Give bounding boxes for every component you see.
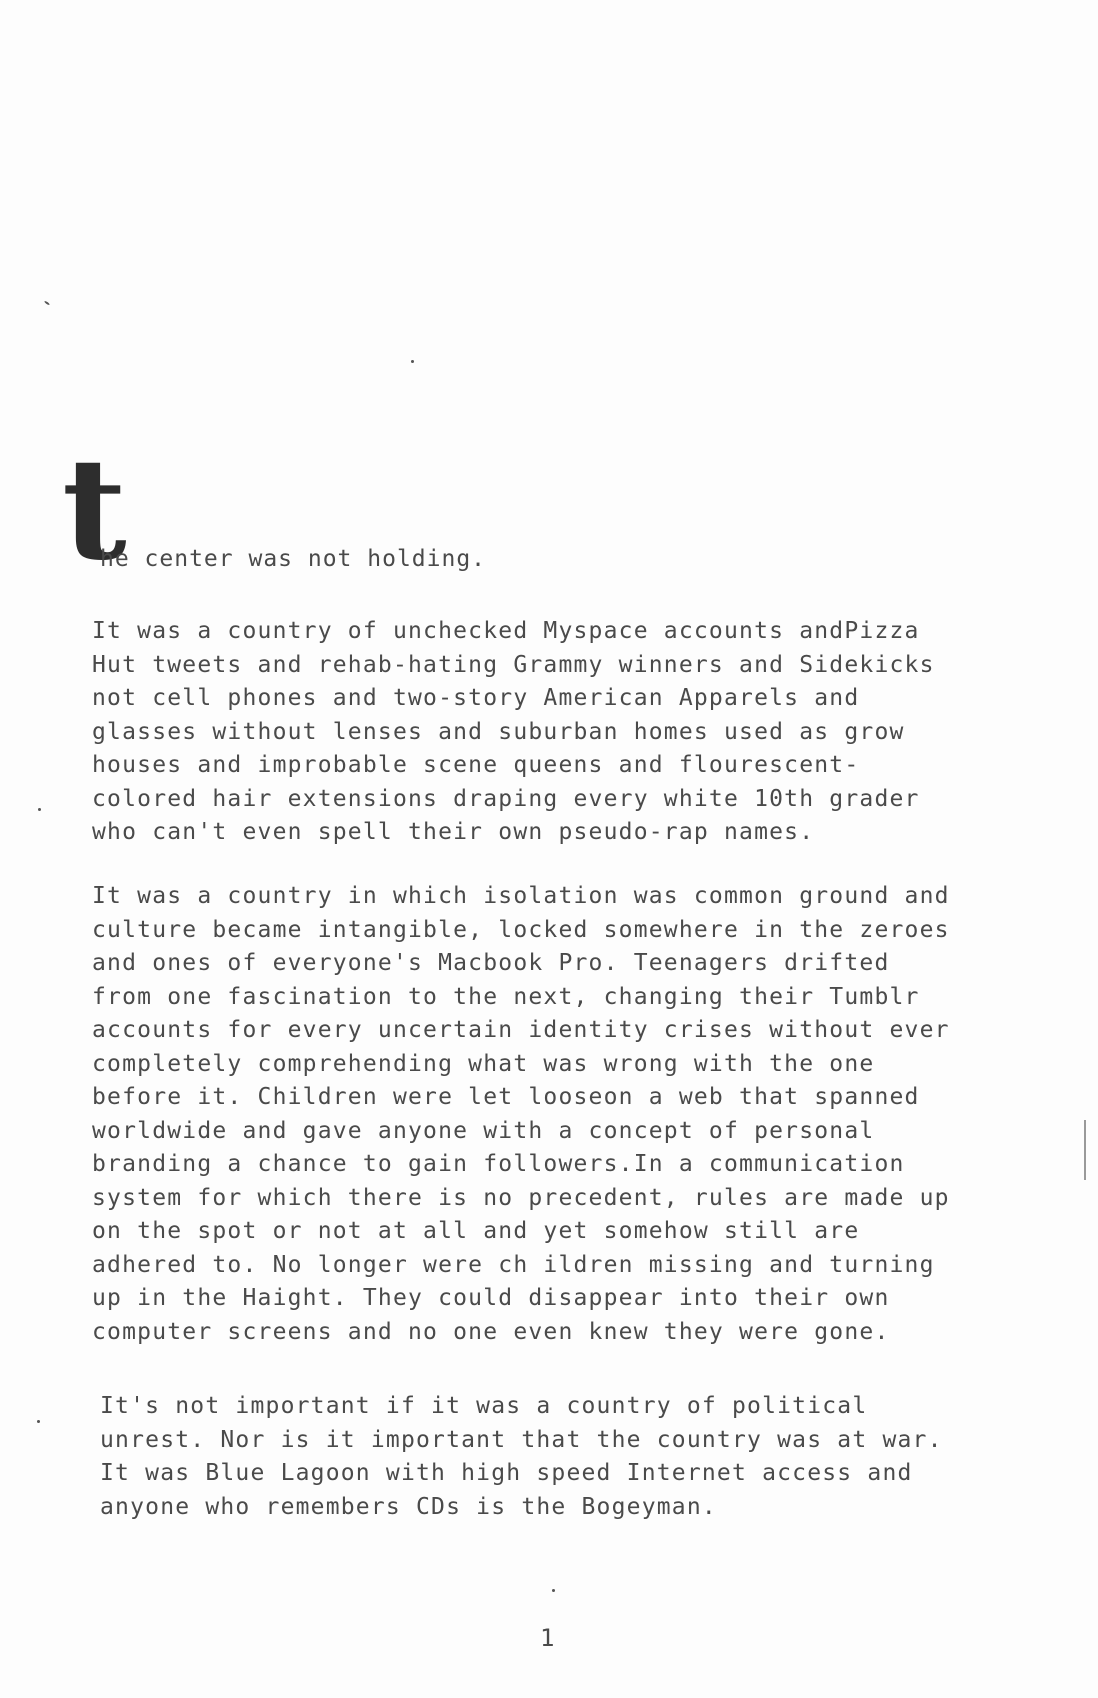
text-line: not cell phones and two-story American Apparels and — [92, 685, 860, 711]
text-line: colored hair extensions draping every white 10th grader — [92, 785, 920, 812]
text-line: It was a country in which isolation was common ground and — [92, 883, 950, 909]
text-line: completely comprehending what was wrong with the one — [92, 1050, 875, 1077]
text-line: from one fascination to the next, changing their Tumblr — [92, 983, 920, 1010]
text-line: It was a country of unchecked Myspace accounts andPizza — [92, 618, 920, 644]
ink-speck — [44, 300, 50, 305]
text-line: computer screens and no one even knew they were gone. — [92, 1318, 890, 1345]
text-line: Hut tweets and rehab-hating Grammy winners and Sidekicks — [92, 651, 935, 678]
page-number: 1 — [540, 1624, 555, 1652]
text-line: up in the Haight. They could disappear into their own — [92, 1285, 890, 1311]
text-line: who can't even spell their own pseudo-rap names. — [92, 819, 815, 845]
text-line: adhered to. No longer were ch ildren missing and turning — [92, 1251, 935, 1278]
text-line: system for which there is no precedent, rules are made up — [92, 1184, 950, 1211]
paragraph-1 — [92, 615, 1052, 850]
text-line: It's not important if it was a country of political — [100, 1393, 868, 1419]
paragraph-2 — [92, 880, 1052, 1349]
text-line: culture became intangible, locked somewhere in the zeroes — [92, 916, 950, 943]
text-line: glasses without lenses and suburban homes used as grow — [92, 718, 905, 745]
text-line: and ones of everyone's Macbook Pro. Teenagers drifted — [92, 950, 890, 976]
ink-speck — [552, 1589, 555, 1592]
opening-line: he center was not holding. — [100, 546, 487, 572]
text-line: worldwide and gave anyone with a concept of personal — [92, 1117, 875, 1144]
paragraph-3 — [100, 1390, 1060, 1524]
text-line: unrest. Nor is it important that the country was at war. — [100, 1426, 943, 1453]
ink-speck — [38, 808, 41, 811]
text-line: before it. Children were let looseon a web that spanned — [92, 1084, 920, 1110]
ink-speck — [37, 1420, 40, 1423]
text-line: branding a chance to gain followers.In a communication — [92, 1151, 905, 1177]
drop-cap: t — [62, 428, 127, 592]
text-line: accounts for every uncertain identity crises without ever — [92, 1017, 950, 1043]
ink-speck — [411, 360, 414, 363]
text-line: It was Blue Lagoon with high speed Internet access and — [100, 1460, 913, 1486]
text-line: on the spot or not at all and yet somehow still are — [92, 1218, 860, 1244]
paper-edge-mark — [1084, 1120, 1086, 1180]
text-line: houses and improbable scene queens and flourescent- — [92, 752, 860, 778]
text-line: anyone who remembers CDs is the Bogeyman. — [100, 1493, 717, 1520]
